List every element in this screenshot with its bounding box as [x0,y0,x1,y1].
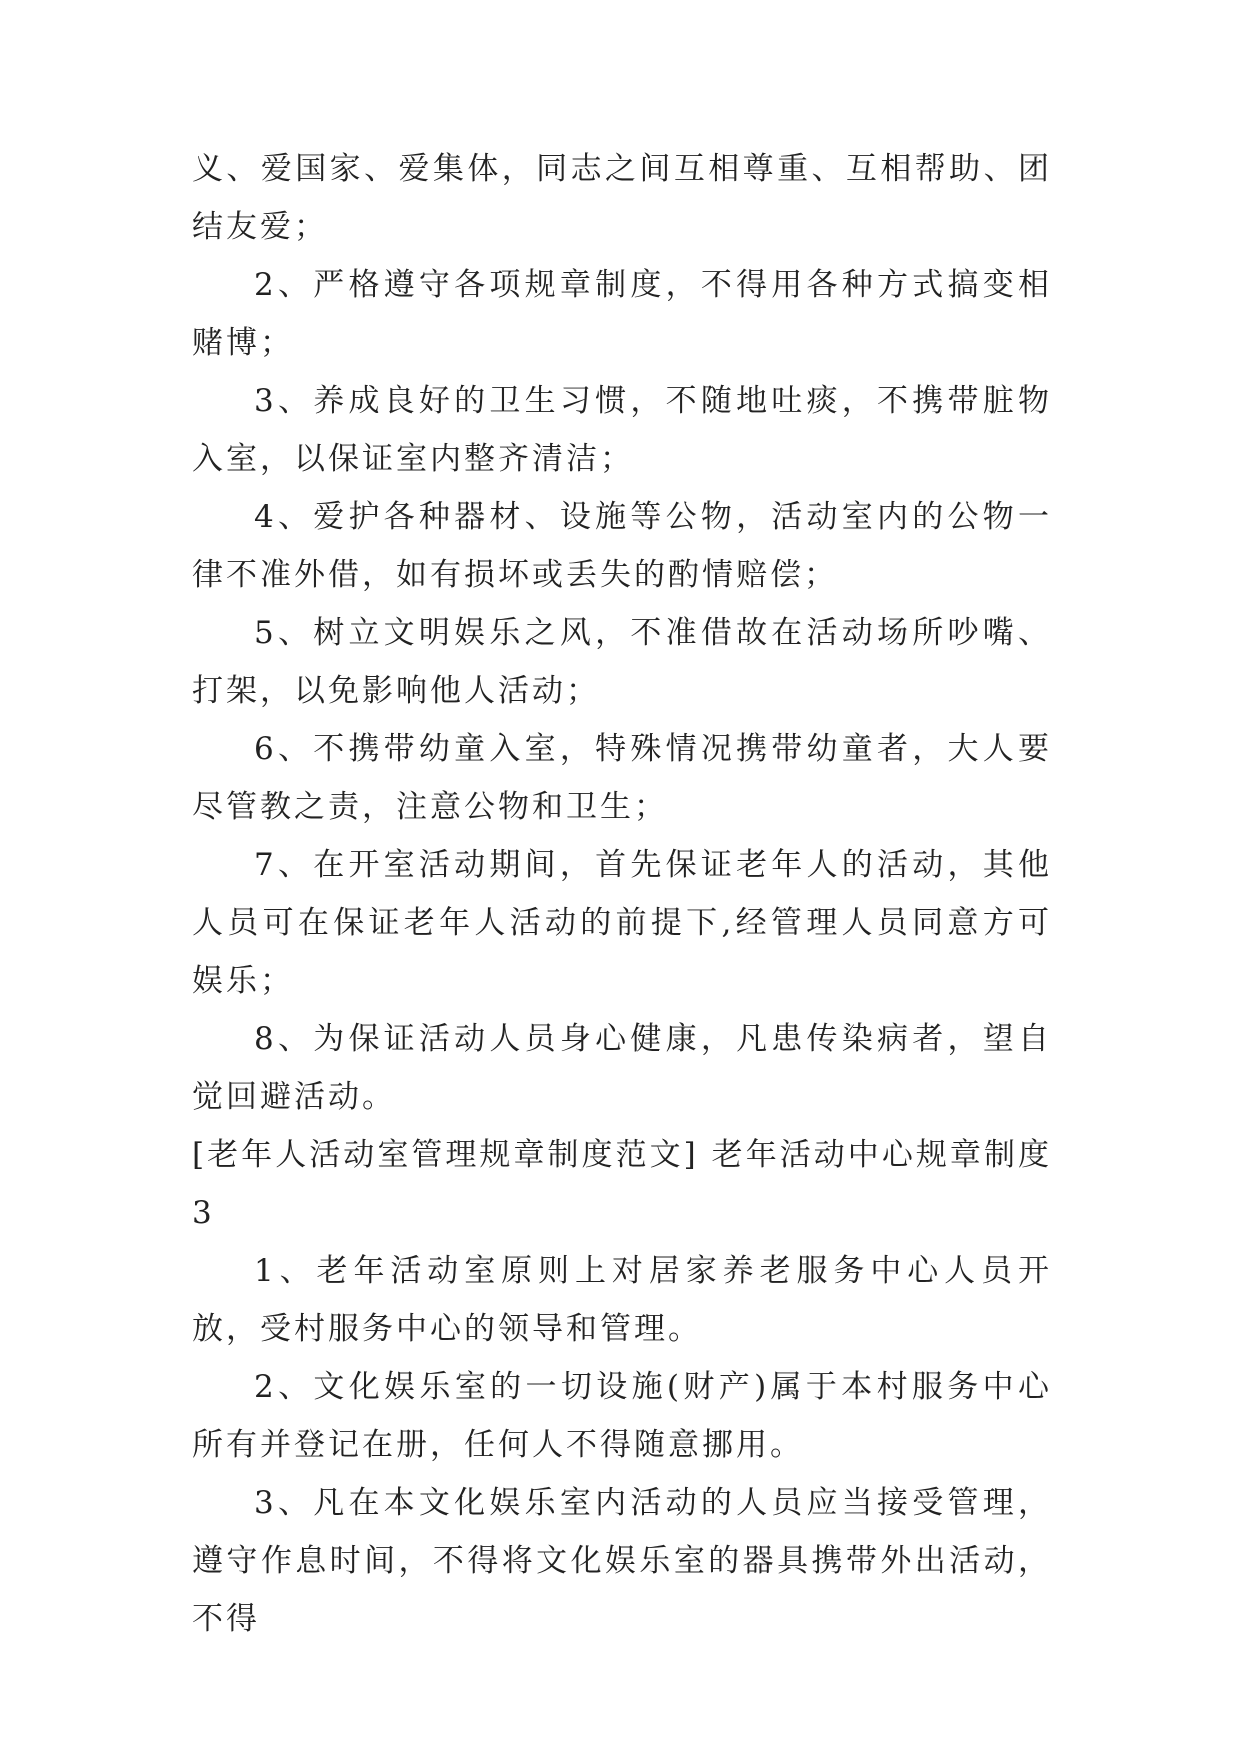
paragraph-section3-rule-2: 2、文化娱乐室的一切设施(财产)属于本村服务中心所有并登记在册，任何人不得随意挪用。 [192,1369,1052,1463]
paragraph-rule-5: 5、树立文明娱乐之风，不准借故在活动场所吵嘴、打架，以免影响他人活动； [192,615,1052,709]
paragraph-section3-rule-3: 3、凡在本文化娱乐室内活动的人员应当接受管理，遵守作息时间，不得将文化娱乐室的器具携带外出活动，不得 [192,1485,1052,1637]
paragraph-rule-6: 6、不携带幼童入室，特殊情况携带幼童者，大人要尽管教之责，注意公物和卫生； [192,731,1052,825]
paragraph-rule-3: 3、养成良好的卫生习惯，不随地吐痰，不携带脏物入室，以保证室内整齐清洁； [192,383,1052,477]
paragraph-rule-2: 2、严格遵守各项规章制度，不得用各种方式搞变相赌博； [192,267,1052,361]
document-page [192,140,1052,1648]
paragraph-rule-7: 7、在开室活动期间，首先保证老年人的活动，其他人员可在保证老年人活动的前提下,经管理人员同意方可娱乐； [192,847,1052,999]
section-heading: [老年人活动室管理规章制度范文] 老年活动中心规章制度3 [192,1137,1052,1231]
paragraph-rule-4: 4、爱护各种器材、设施等公物，活动室内的公物一律不准外借，如有损坏或丢失的酌情赔偿； [192,499,1052,593]
paragraph-rule-8: 8、为保证活动人员身心健康，凡患传染病者，望自觉回避活动。 [192,1021,1052,1115]
paragraph-continuation: 义、爱国家、爱集体，同志之间互相尊重、互相帮助、团结友爱； [192,151,1052,245]
paragraph-section3-rule-1: 1、老年活动室原则上对居家养老服务中心人员开放，受村服务中心的领导和管理。 [192,1253,1052,1347]
